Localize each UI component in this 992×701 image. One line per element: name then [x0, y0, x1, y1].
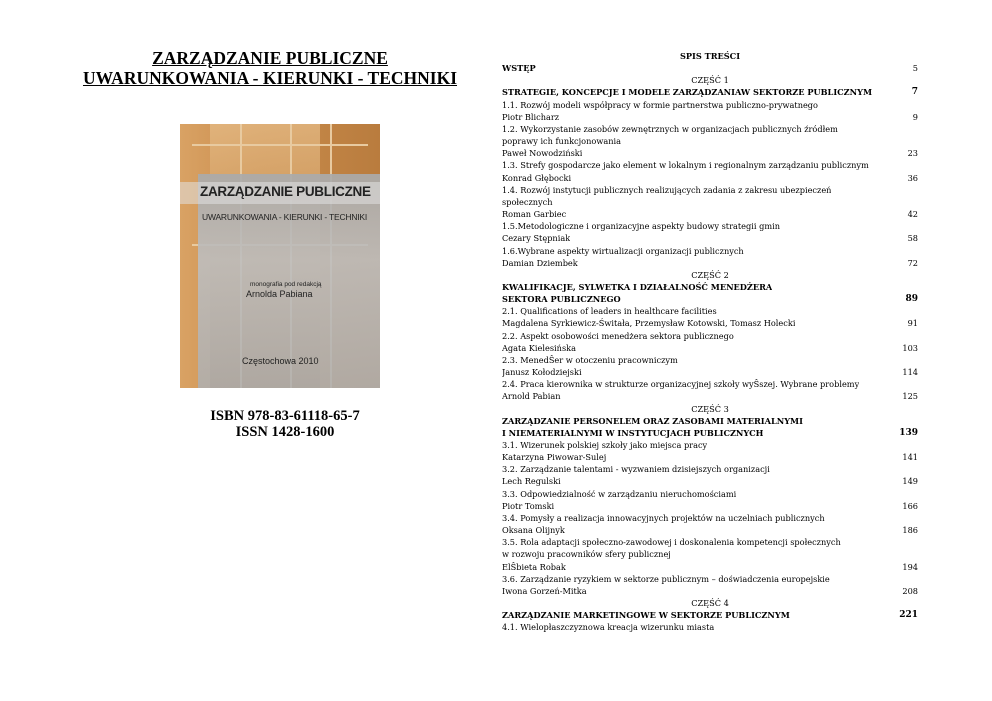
toc-entry-author: Paweł Nowodziński 23 [502, 148, 918, 159]
toc-entry: 3.2. Zarządzanie talentami - wyzwaniem dzisiejszych organizacji [502, 464, 770, 475]
book-title-line2: UWARUNKOWANIA - KIERUNKI - TECHNIKI [82, 68, 458, 88]
toc-entry: 1.1. Rozwój modeli współpracy w formie partnerstwa publiczno-prywatnego [502, 99, 818, 110]
part-title: STRATEGIE, KONCEPCJE I MODELE ZARZĄDZANIAW SEKTORZE PUBLICZNYM 7 [502, 87, 918, 98]
toc-entry: 2.1. Qualifications of leaders in healthcare facilities [502, 306, 717, 317]
cover-subtitle: UWARUNKOWANIA - KIERUNKI - TECHNIKI [202, 212, 368, 222]
toc-entry: 2.2. Aspekt osobowości menedżera sektora publicznego [502, 330, 734, 341]
toc-entry-author: Konrad Głębocki 36 [502, 172, 918, 183]
part-label: CZĘŚĆ 2 [691, 269, 729, 280]
toc-entry-author: Katarzyna Piwowar-Sulej 141 [502, 452, 918, 463]
cover-title: ZARZĄDZANIE PUBLICZNE [200, 184, 371, 199]
isbn: ISBN 978-83-61118-65-7 [210, 408, 360, 424]
toc-entry-author: Agata Kielesińska 103 [502, 342, 918, 353]
toc-entry: społecznych [502, 196, 553, 207]
toc-entry-author: Janusz Kołodziejski 114 [502, 367, 918, 378]
toc-entry-author: Piotr Blicharz 9 [502, 111, 918, 122]
toc-entry: 1.2. Wykorzystanie zasobów zewnętrznych w organizacjach publicznych źródłem [502, 123, 838, 134]
toc-entry-author: Damian Dziembek 72 [502, 257, 918, 268]
toc-entry: 3.5. Rola adaptacji społeczno-zawodowej i doskonalenia kompetencji społecznych [502, 537, 841, 548]
toc-entry: 1.5.Metodologiczne i organizacyjne aspekty budowy strategii gmin [502, 221, 780, 232]
toc-entry-author: Iwona Gorzeń-Mitka 208 [502, 585, 918, 596]
cover-editor: Arnolda Pabiana [246, 289, 313, 299]
toc-entry-author: Roman Garbiec 42 [502, 209, 918, 220]
part-title: SEKTORA PUBLICZNEGO 89 [502, 294, 918, 305]
cover-city-year: Częstochowa 2010 [242, 356, 319, 366]
book-title-line1: ZARZĄDZANIE PUBLICZNE [152, 48, 388, 68]
toc-entry: 3.6. Zarządzanie ryzykiem w sektorze publicznym – doświadczenia europejskie [502, 573, 830, 584]
part-title: I NIEMATERIALNYMI W INSTYTUCJACH PUBLICZNYCH 139 [502, 427, 918, 438]
part-title: ZARZĄDZANIE MARKETINGOWE W SEKTORZE PUBLICZNYM 221 [502, 610, 918, 621]
toc-entry: 4.1. Wielopłaszczyznowa kreacja wizerunku miasta [502, 622, 715, 633]
isbn-block [140, 408, 430, 440]
toc-intro: WSTĘP 5 [502, 63, 918, 74]
toc-entry-author: Lech Regulski 149 [502, 476, 918, 487]
part-label: CZĘŚĆ 4 [691, 598, 729, 609]
toc-entry: 2.3. MenedŜer w otoczeniu pracowniczym [502, 354, 678, 365]
toc-entry: 2.4. Praca kierownika w strukturze organizacyjnej szkoły wyŜszej. Wybrane problemy [502, 379, 860, 390]
toc-entry: w rozwoju pracowników sfery publicznej [502, 549, 671, 560]
part-label: CZĘŚĆ 1 [691, 75, 729, 86]
part-title: KWALIFIKACJE, SYLWETKA I DZIAŁALNOŚĆ MENEDŻERA [502, 281, 773, 292]
part-label: CZĘŚĆ 3 [691, 403, 729, 414]
table-of-contents [502, 50, 918, 634]
cover-monograph-label: monografia pod redakcją [250, 281, 322, 288]
toc-entry-author: Piotr Tomski 166 [502, 500, 918, 511]
toc-entry-author: Cezary Stępniak 58 [502, 233, 918, 244]
toc-entry-author: Oksana Olijnyk 186 [502, 525, 918, 536]
toc-entry: 3.1. Wizerunek polskiej szkoły jako miejsca pracy [502, 440, 708, 450]
toc-entry-author: ElŜbieta Robak 194 [502, 561, 918, 572]
issn: ISSN 1428-1600 [235, 424, 335, 440]
toc-entry-author: Magdalena Syrkiewicz-Świtała, Przemysław Kotowski, Tomasz Holecki 91 [502, 318, 918, 329]
toc-heading: SPIS TREŚCI [679, 51, 741, 61]
left-page [60, 48, 480, 88]
toc-entry: poprawy ich funkcjonowania [502, 136, 621, 147]
part-title: ZARZĄDZANIE PERSONELEM ORAZ ZASOBAMI MATERIALNYMI [502, 415, 803, 426]
book-cover-image [180, 124, 380, 388]
toc-entry: 3.4. Pomysły a realizacja innowacyjnych projektów na uczelniach publicznych [502, 512, 825, 523]
toc-entry-author: Arnold Pabian 125 [502, 391, 918, 402]
toc-entry: 1.6.Wybrane aspekty wirtualizacji organizacji publicznych [502, 245, 744, 256]
toc-entry: 1.3. Strefy gospodarcze jako element w lokalnym i regionalnym zarządzaniu publicznym [502, 160, 869, 171]
toc-entry: 3.3. Odpowiedzialność w zarządzaniu nieruchomościami [502, 488, 737, 499]
toc-entry: 1.4. Rozwój instytucji publicznych realizujących zadania z zakresu ubezpieczeń [502, 184, 832, 195]
